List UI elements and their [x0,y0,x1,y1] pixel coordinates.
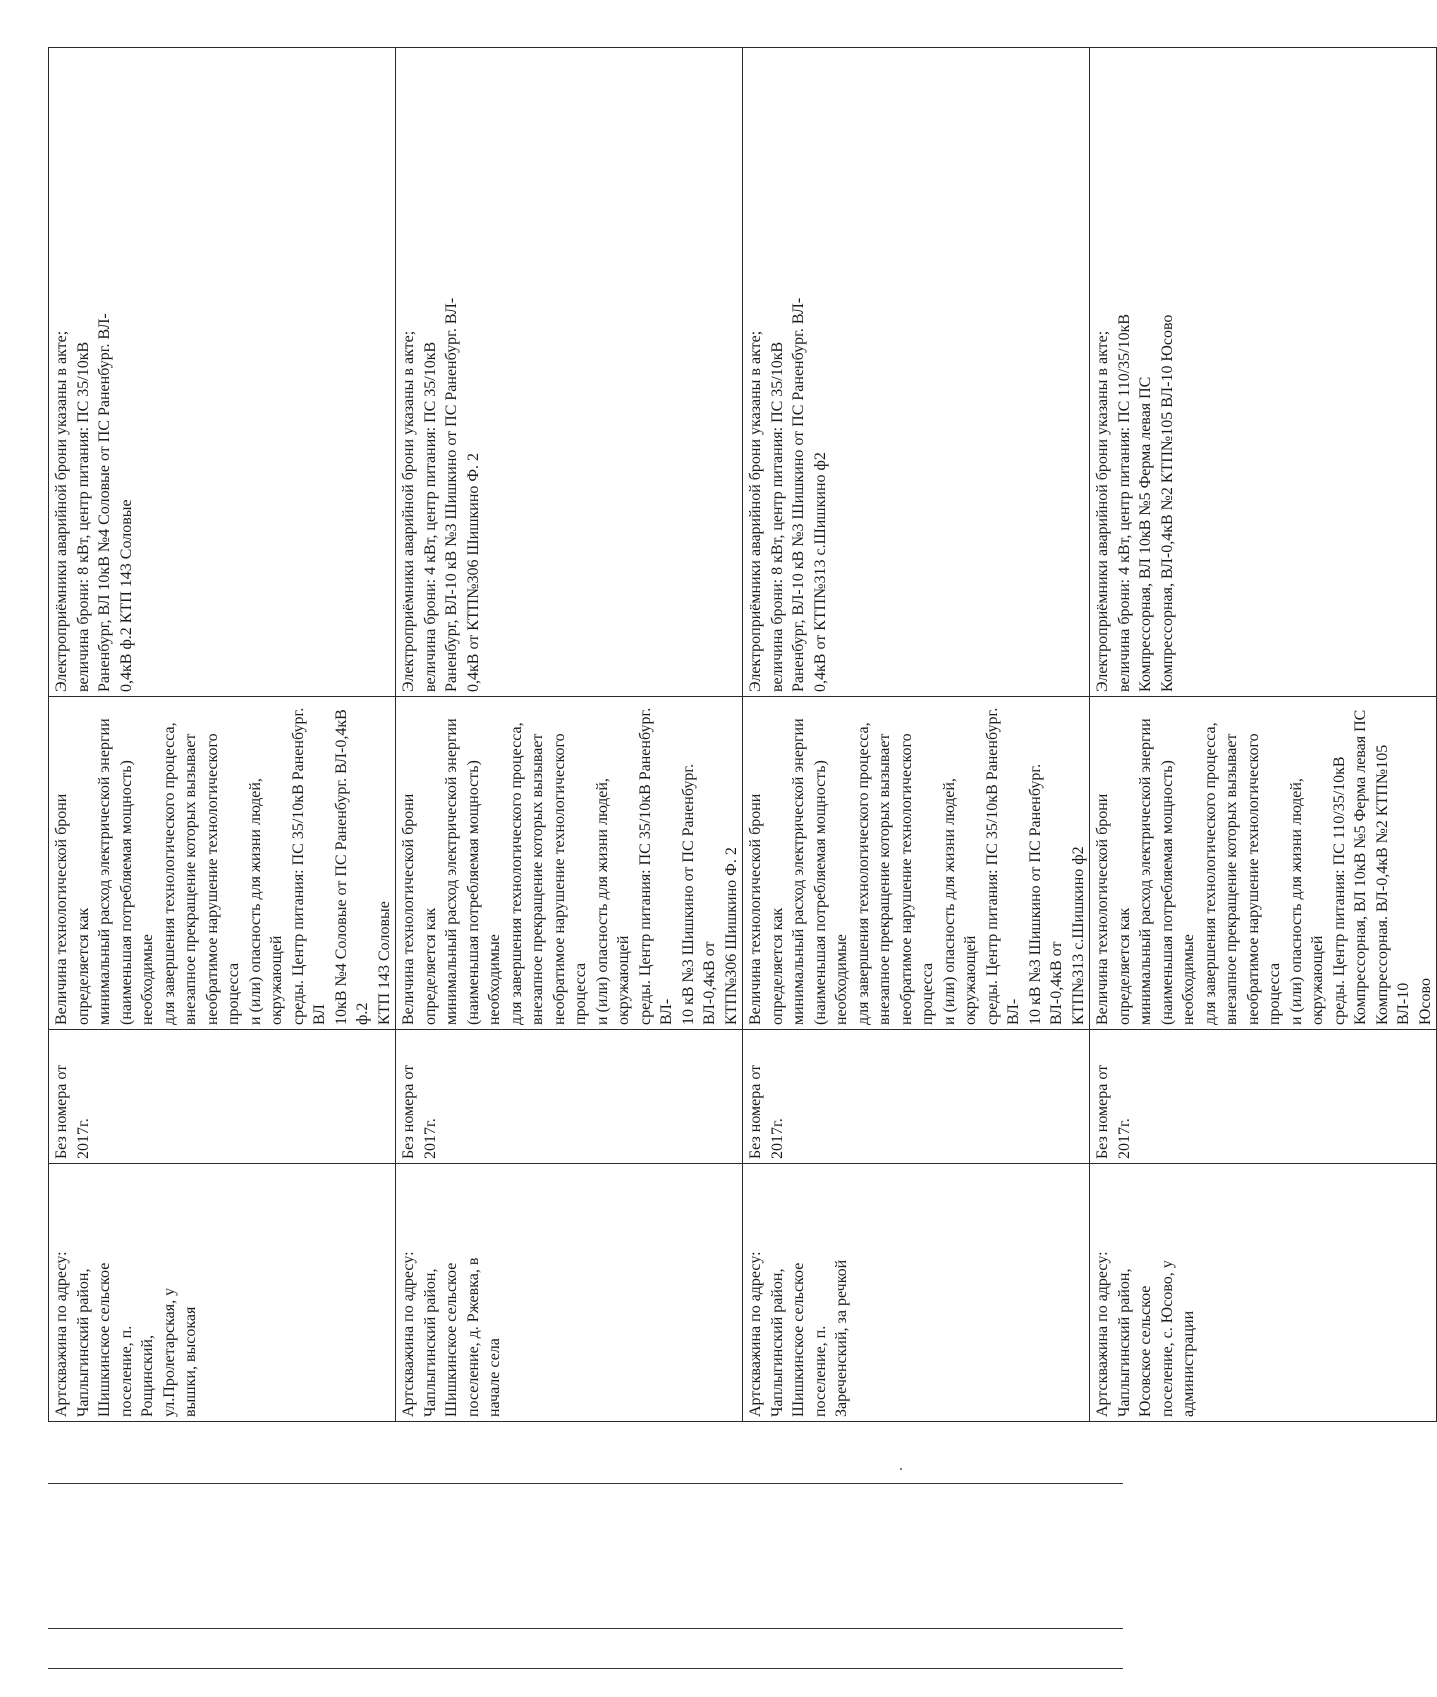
tech-reserve-cell: Величина технологической брони определяется как минимальный расход электрической энергии (наименьшая потребляемая мощность) необходимые для завершения технологического процесса, внезапное прекращение которых вызывает необратимое нарушение технологического процесса и (или) опасность для жизни людей, окружающей среды. Центр питания: ПС 35/10кВ Раненбург. ВЛ- 10 кВ №3 Шишкино от ПС Раненбург. ВЛ-0,4кВ от КТП№306 Шишкино Ф. 2 [396,697,743,1030]
table-row [743,48,1090,1422]
address-cell: Артскважина по адресу: Чаплыгинский район, Шишкинское сельское поселение, д. Ржевка, в начале села [396,1164,743,1422]
tech-reserve-cell: Величина технологической брони определяется как минимальный расход электрической энергии (наименьшая потребляемая мощность) необходимые для завершения технологического процесса, внезапное прекращение которых вызывает необратимое нарушение технологического процесса и (или) опасность для жизни людей, окружающей среды. Центр питания: ПС 35/10кВ Раненбург. ВЛ- 10 кВ №3 Шишкино от ПС Раненбург. ВЛ-0,4кВ от КТП№313 с.Шишкино ф2 [743,697,1090,1030]
document-cell: Без номера от 2017г. [396,1030,743,1164]
emergency-reserve-cell: Электроприёмники аварийной брони указаны в акте; величина брони: 4 кВт, центр питания: ПС 35/10кВ Раненбург, ВЛ-10 кВ №3 Шишкино от ПС Раненбург. ВЛ- 0,4кВ от КТП№306 Шишкино Ф. 2 [396,48,743,697]
divider-line [48,1668,1123,1669]
scan-speck [900,1468,902,1470]
document-cell: Без номера от 2017г. [49,1030,396,1164]
emergency-reserve-cell: Электроприёмники аварийной брони указаны в акте; величина брони: 4 кВт, центр питания: ПС 110/35/10кВ Компрессорная, ВЛ 10кВ №5 Ферма левая ПС Компрессорная, ВЛ-0,4кВ №2 КТП№105 ВЛ-10 Юсово [1090,48,1437,697]
table-row [396,48,743,1422]
divider-line [48,1483,1123,1484]
divider-line [48,1628,1123,1629]
table-row [49,48,396,1422]
reserve-table [48,47,1437,1422]
address-cell: Артскважина по адресу: Чаплыгинский район, Шишкинское сельское поселение, п. Зареченский, за речкой [743,1164,1090,1422]
tech-reserve-cell: Величина технологической брони определяется как минимальный расход электрической энергии (наименьшая потребляемая мощность) необходимые для завершения технологического процесса, внезапное прекращение которых вызывает необратимое нарушение технологического процесса и (или) опасность для жизни людей, окружающей среды. Центр питания: ПС 35/10кВ Раненбург. ВЛ 10кВ №4 Соловые от ПС Раненбург. ВЛ-0,4кВ ф.2 КТП 143 Соловые [49,697,396,1030]
emergency-reserve-cell: Электроприёмники аварийной брони указаны в акте; величина брони: 8 кВт, центр питания: ПС 35/10кВ Раненбург, ВЛ-10 кВ №3 Шишкино от ПС Раненбург. ВЛ- 0,4кВ от КТП№313 с.Шишкино ф2 [743,48,1090,697]
table-row [1090,48,1437,1422]
document-cell: Без номера от 2017г. [743,1030,1090,1164]
address-cell: Артскважина по адресу: Чаплыгинский район, Юсовское сельское поселение, с. Юсово, у администрации [1090,1164,1437,1422]
emergency-reserve-cell: Электроприёмники аварийной брони указаны в акте; величина брони: 8 кВт, центр питания: ПС 35/10кВ Раненбург, ВЛ 10кВ №4 Соловые от ПС Раненбург. ВЛ- 0,4кВ ф.2 КТП 143 Соловые [49,48,396,697]
address-cell: Артскважина по адресу: Чаплыгинский район, Шишкинское сельское поселение, п. Рощинский, ул.Пролетарская, у вышки, высокая [49,1164,396,1422]
rotated-table-container [48,48,1434,1422]
tech-reserve-cell: Величина технологической брони определяется как минимальный расход электрической энергии (наименьшая потребляемая мощность) необходимые для завершения технологического процесса, внезапное прекращение которых вызывает необратимое нарушение технологического процесса и (или) опасность для жизни людей, окружающей среды. Центр питания: ПС 110/35/10кВ Компрессорная, ВЛ 10кВ №5 Ферма левая ПС Компрессорная. ВЛ-0,4кВ №2 КТП№105 ВЛ-10 Юсово [1090,697,1437,1030]
document-cell: Без номера от 2017г. [1090,1030,1437,1164]
